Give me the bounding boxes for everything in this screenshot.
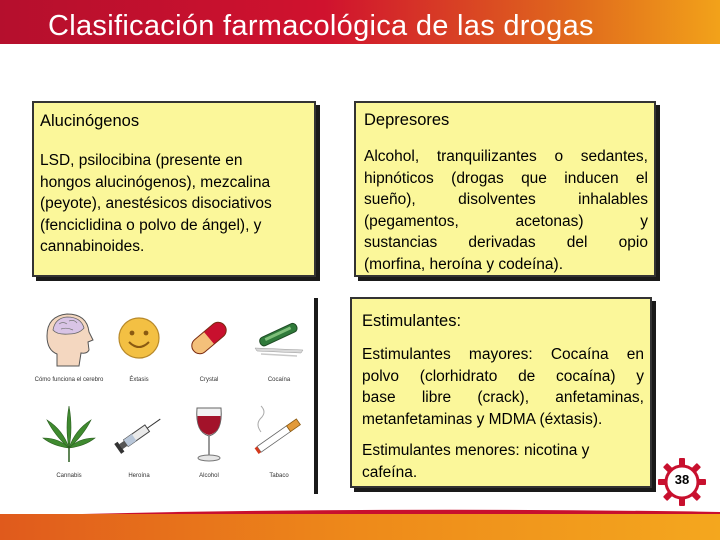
alucinogenos-heading: Alucinógenos	[40, 112, 140, 130]
depresores-line: (pegamentos, acetonas) y	[364, 212, 648, 230]
cannabis-leaf-icon	[39, 402, 99, 466]
estimulantes-mayores-text	[362, 344, 644, 430]
page-title: Clasificación farmacológica de las drogas	[48, 10, 594, 42]
icon-cell-brain	[34, 302, 104, 400]
brain-head-icon	[39, 306, 99, 370]
depresores-line: sueño), disolventes inhalables	[364, 191, 648, 208]
alucinogenos-text	[40, 150, 312, 258]
icon-cell-alcohol	[174, 398, 244, 496]
alucinogenos-line: LSD, psilocibina (presente en	[40, 152, 243, 169]
depresores-line: (morfina, heroína y codeína).	[364, 255, 564, 273]
icon-cell-tobacco	[244, 398, 314, 496]
icon-caption: Crystal	[199, 377, 219, 383]
icon-caption: Alcohol	[199, 473, 219, 479]
depresores-line: hipnóticos (drogas que inducen el	[364, 169, 648, 187]
cigarette-icon	[249, 402, 309, 466]
estimulantes-mayores-line: Estimulantes mayores: Cocaína en	[362, 346, 644, 363]
cocaine-icon	[249, 306, 309, 370]
alucinogenos-line: (fenciclidina o polvo de ángel), y	[40, 216, 262, 234]
capsule-icon	[179, 306, 239, 370]
icon-caption: Éxtasis	[129, 377, 149, 383]
estimulantes-mayores-line: base libre (crack), anfetaminas,	[362, 389, 644, 406]
page-number: 38	[674, 472, 690, 487]
icon-caption: Cómo funciona el cerebro	[34, 377, 104, 383]
depresores-heading: Depresores	[364, 111, 450, 129]
icon-caption: Tabaco	[269, 473, 289, 479]
icon-caption: Cannabis	[56, 473, 82, 479]
estimulantes-box	[350, 297, 652, 488]
depresores-text	[364, 146, 648, 275]
depresores-line: Alcohol, tranquilizantes o sedantes,	[364, 148, 648, 165]
icon-cell-cannabis	[34, 398, 104, 496]
syringe-icon	[109, 402, 169, 466]
alucinogenos-line: (peyote), anestésicos disociativos	[40, 195, 272, 212]
estimulantes-menores-line: Estimulantes menores: nicotina y	[362, 442, 590, 459]
depresores-box	[354, 101, 656, 277]
icon-cell-ecstasy	[104, 302, 174, 400]
icon-caption: Heroína	[128, 473, 150, 479]
alucinogenos-line: hongos alucinógenos), mezcalina	[40, 173, 271, 191]
estimulantes-mayores-line: metanfetaminas y MDMA (éxtasis).	[362, 410, 603, 428]
drug-icons-panel	[32, 298, 314, 494]
icon-caption: Cocaína	[267, 377, 291, 383]
alucinogenos-box	[32, 101, 316, 277]
icon-cell-cocaine	[244, 302, 314, 400]
estimulantes-heading: Estimulantes:	[362, 312, 462, 330]
bottom-bar	[0, 514, 720, 540]
estimulantes-mayores-line: polvo (clorhidrato de cocaína) y	[362, 367, 644, 385]
title-curve	[0, 44, 720, 74]
estimulantes-menores-line: cafeína.	[362, 463, 418, 481]
alucinogenos-line: cannabinoides.	[40, 238, 145, 255]
depresores-line: sustancias derivadas del opio	[364, 234, 648, 251]
wine-glass-icon	[179, 402, 239, 466]
estimulantes-menores-text	[362, 440, 644, 483]
icon-cell-crystal	[174, 302, 244, 400]
icon-cell-heroin	[104, 398, 174, 496]
smiley-pill-icon	[109, 306, 169, 370]
